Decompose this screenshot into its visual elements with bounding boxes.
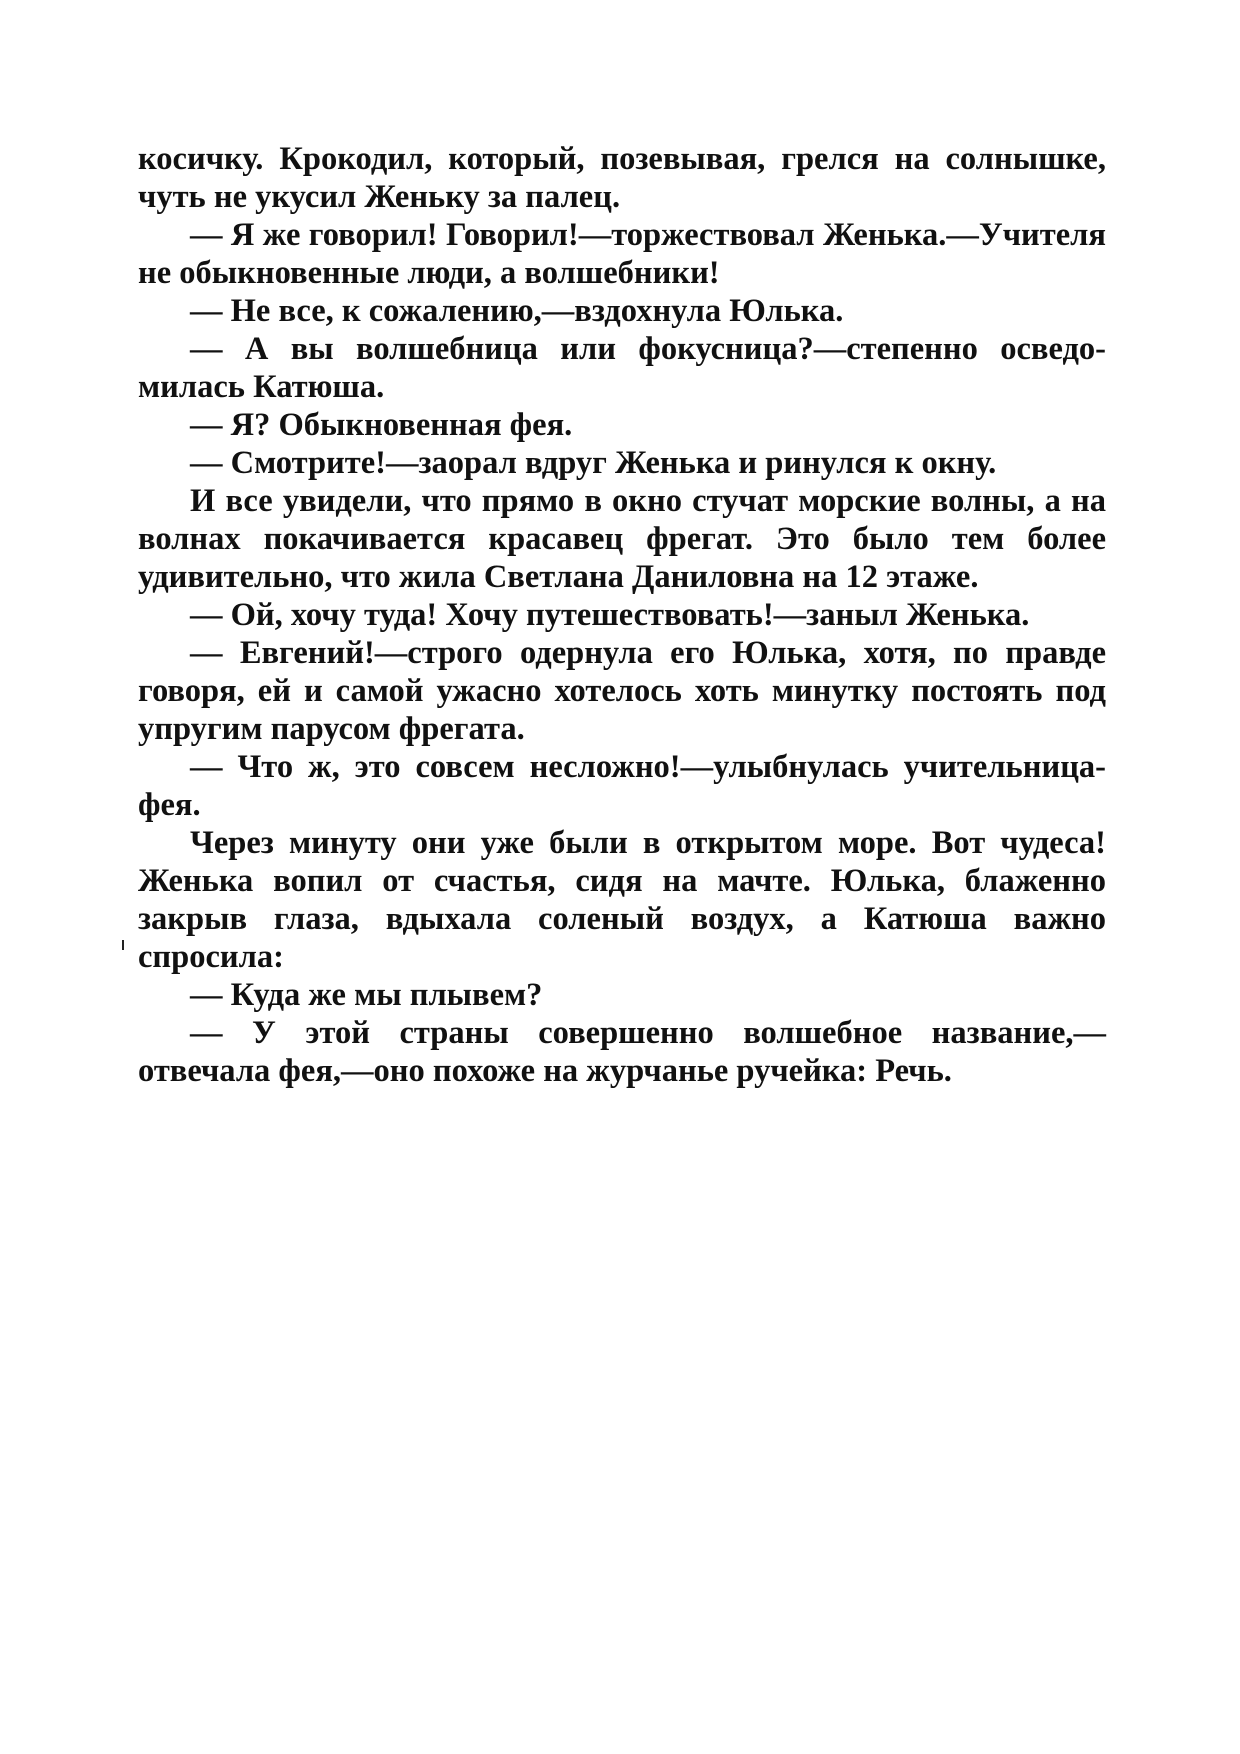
paragraph-2: — Я же говорил! Говорил!—торжествовал Женька.—Учителя не обыкновенные люди, а волшебники!: [138, 217, 1106, 291]
paragraph-10: — Что ж, это совсем несложно!—улыбнулась учительница-фея.: [138, 749, 1106, 823]
paragraph-5: — Я? Обыкновенная фея.: [190, 407, 573, 443]
paragraph-9: — Евгений!—строго одернула его Юлька, хотя, по правде говоря, ей и самой ужасно хотелось хоть минутку постоять под упругим парусом фрегата.: [138, 635, 1106, 747]
paragraph-12: — Куда же мы плывем?: [190, 977, 543, 1013]
page-text: [138, 140, 1106, 1090]
paragraph-1: косичку. Крокодил, который, позевывая, грелся на солнышке, чуть не укусил Женьку за палец.: [138, 141, 1106, 215]
paragraph-11: Через минуту они уже были в открытом море. Вот чудеса! Женька вопил от счастья, сидя на мачте. Юлька, блаженно закрыв глаза, вдыхала соленый воздух, а Катюша важно спросила:: [138, 825, 1106, 975]
paragraph-8: — Ой, хочу туда! Хочу путешествовать!—заныл Женька.: [190, 597, 1030, 633]
paragraph-3: — Не все, к сожалению,—вздохнула Юлька.: [190, 293, 844, 329]
paragraph-6: — Смотрите!—заорал вдруг Женька и ринулся к окну.: [190, 445, 997, 481]
paragraph-7: И все увидели, что прямо в окно стучат морские волны, а на волнах покачивается красавец фрегат. Это было тем более удивительно, что жила Светлана Даниловна на 12 этаже.: [138, 483, 1106, 595]
scan-speck: [122, 940, 124, 950]
paragraph-13: — У этой страны совершенно волшебное название,—отвечала фея,—оно похоже на журчанье ручейка: Речь.: [138, 1015, 1106, 1089]
paragraph-4: — А вы волшебница или фокусница?—степенно осведомилась Катюша.: [138, 331, 1106, 405]
